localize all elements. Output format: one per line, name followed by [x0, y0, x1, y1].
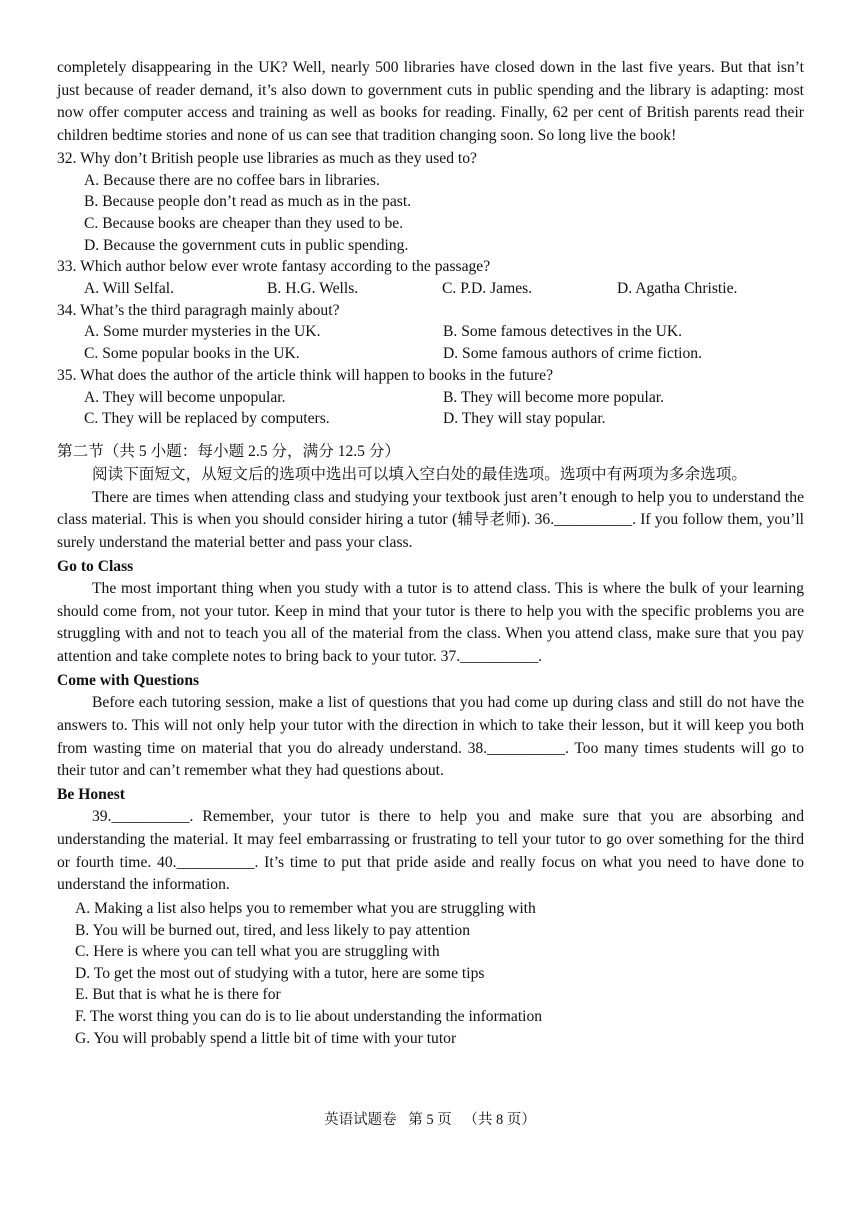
heading-go-to-class: Go to Class [57, 557, 134, 575]
exam-page [57, 57, 804, 1049]
option-row [57, 387, 804, 409]
option-row [57, 321, 804, 343]
choice-b: B. You will be burned out, tired, and less likely to pay attention [75, 921, 470, 939]
option-c: C. Because books are cheaper than they used to be. [84, 214, 404, 232]
choice-list [57, 898, 804, 1049]
heading-come-with-questions: Come with Questions [57, 671, 200, 689]
choice-e: E. But that is what he is there for [75, 986, 281, 1004]
question-32 [57, 148, 804, 257]
option-row [57, 343, 804, 365]
heading-be-honest: Be Honest [57, 785, 126, 803]
question-stem: 32. Why don’t British people use libraries as much as they used to? [57, 149, 477, 167]
footer-total-pages: （共 8 页） [463, 1112, 536, 1128]
option-a: A. Some murder mysteries in the UK. [84, 323, 321, 341]
option-c: C. They will be replaced by computers. [84, 410, 330, 428]
option-row [57, 408, 804, 430]
choice-a: A. Making a list also helps you to remember what you are struggling with [75, 900, 536, 918]
option-d: D. Some famous authors of crime fiction. [443, 345, 702, 363]
option-c: C. P.D. James. [442, 280, 533, 298]
passage-paragraph-3: Before each tutoring session, make a list of questions that you had come up during class and still do not have the answers to. This will not only help your tutor with the direction in which to take their lesson, but it will keep you both from wasting time on material that you do already understand. 38.__________. Too many times students will go to their tutor and can’t remember what they had questions about. [57, 694, 804, 780]
question-35 [57, 365, 804, 430]
page-footer [0, 1108, 860, 1129]
choice-d: D. To get the most out of studying with a tutor, here are some tips [75, 964, 485, 982]
passage-paragraph-1: There are times when attending class and studying your textbook just aren’t enough to help you to understand the class material. This is when you should consider hiring a tutor (辅导老师). 36.__________. If you follow them, you’ll surely understand the material better and pass your class. [57, 488, 804, 552]
option-a: A. They will become unpopular. [84, 388, 286, 406]
option-d: D. Agatha Christie. [617, 280, 738, 298]
option-d: D. Because the government cuts in public spending. [84, 236, 409, 254]
section-title: 第二节（共 5 小题：每小题 2.5 分，满分 12.5 分） [57, 442, 401, 460]
choice-f: F. The worst thing you can do is to lie about understanding the information [75, 1008, 543, 1026]
question-33 [57, 256, 804, 299]
option-a: A. Because there are no coffee bars in libraries. [84, 171, 380, 189]
section-instruction: 阅读下面短文，从短文后的选项中选出可以填入空白处的最佳选项。选项中有两项为多余选项。 [92, 466, 747, 484]
option-b: B. H.G. Wells. [267, 280, 359, 298]
choice-g: G. You will probably spend a little bit of time with your tutor [75, 1029, 457, 1047]
question-34 [57, 300, 804, 365]
footer-page-number: 第 5 页 [408, 1112, 452, 1128]
footer-subject: 英语试题卷 [324, 1112, 397, 1128]
option-c: C. Some popular books in the UK. [84, 345, 300, 363]
option-b: B. Some famous detectives in the UK. [443, 323, 683, 341]
choice-c: C. Here is where you can tell what you are struggling with [75, 943, 440, 961]
option-d: D. They will stay popular. [443, 410, 606, 428]
passage-paragraph-2: The most important thing when you study with a tutor is to attend class. This is where the bulk of your learning should come from, not your tutor. Keep in mind that your tutor is there to help you with the specific problems you are struggling with and not to teach you all of the material from the class. When you attend class, make sure that you pay attention and take complete notes to bring back to your tutor. 37.__________. [57, 580, 804, 666]
option-b: B. They will become more popular. [443, 388, 665, 406]
question-stem: 34. What’s the third paragragh mainly about? [57, 301, 340, 319]
question-stem: 35. What does the author of the article think will happen to books in the future? [57, 366, 553, 384]
intro-paragraph: completely disappearing in the UK? Well, nearly 500 libraries have closed down in the last five years. But that isn’t just because of reader demand, it’s also down to government cuts in public spending and the library is adapting: most now offer computer access and training as well as books for reading. Finally, 62 per cent of British parents read their children bedtime stories and none of us can see that tradition changing soon. So long live the book! [57, 59, 804, 145]
option-b: B. Because people don’t read as much as in the past. [84, 193, 412, 211]
question-stem: 33. Which author below ever wrote fantasy according to the passage? [57, 258, 491, 276]
passage-paragraph-4: 39.__________. Remember, your tutor is there to help you and make sure that you are absorbing and understanding the material. It may feel embarrassing or frustrating to tell your tutor to go over something for the third or fourth time. 40.__________. It’s time to put that pride aside and really focus on what you need to have done to understand the information. [57, 808, 804, 894]
option-a: A. Will Selfal. [84, 280, 175, 298]
option-row [57, 278, 804, 300]
section-2 [57, 440, 804, 1049]
